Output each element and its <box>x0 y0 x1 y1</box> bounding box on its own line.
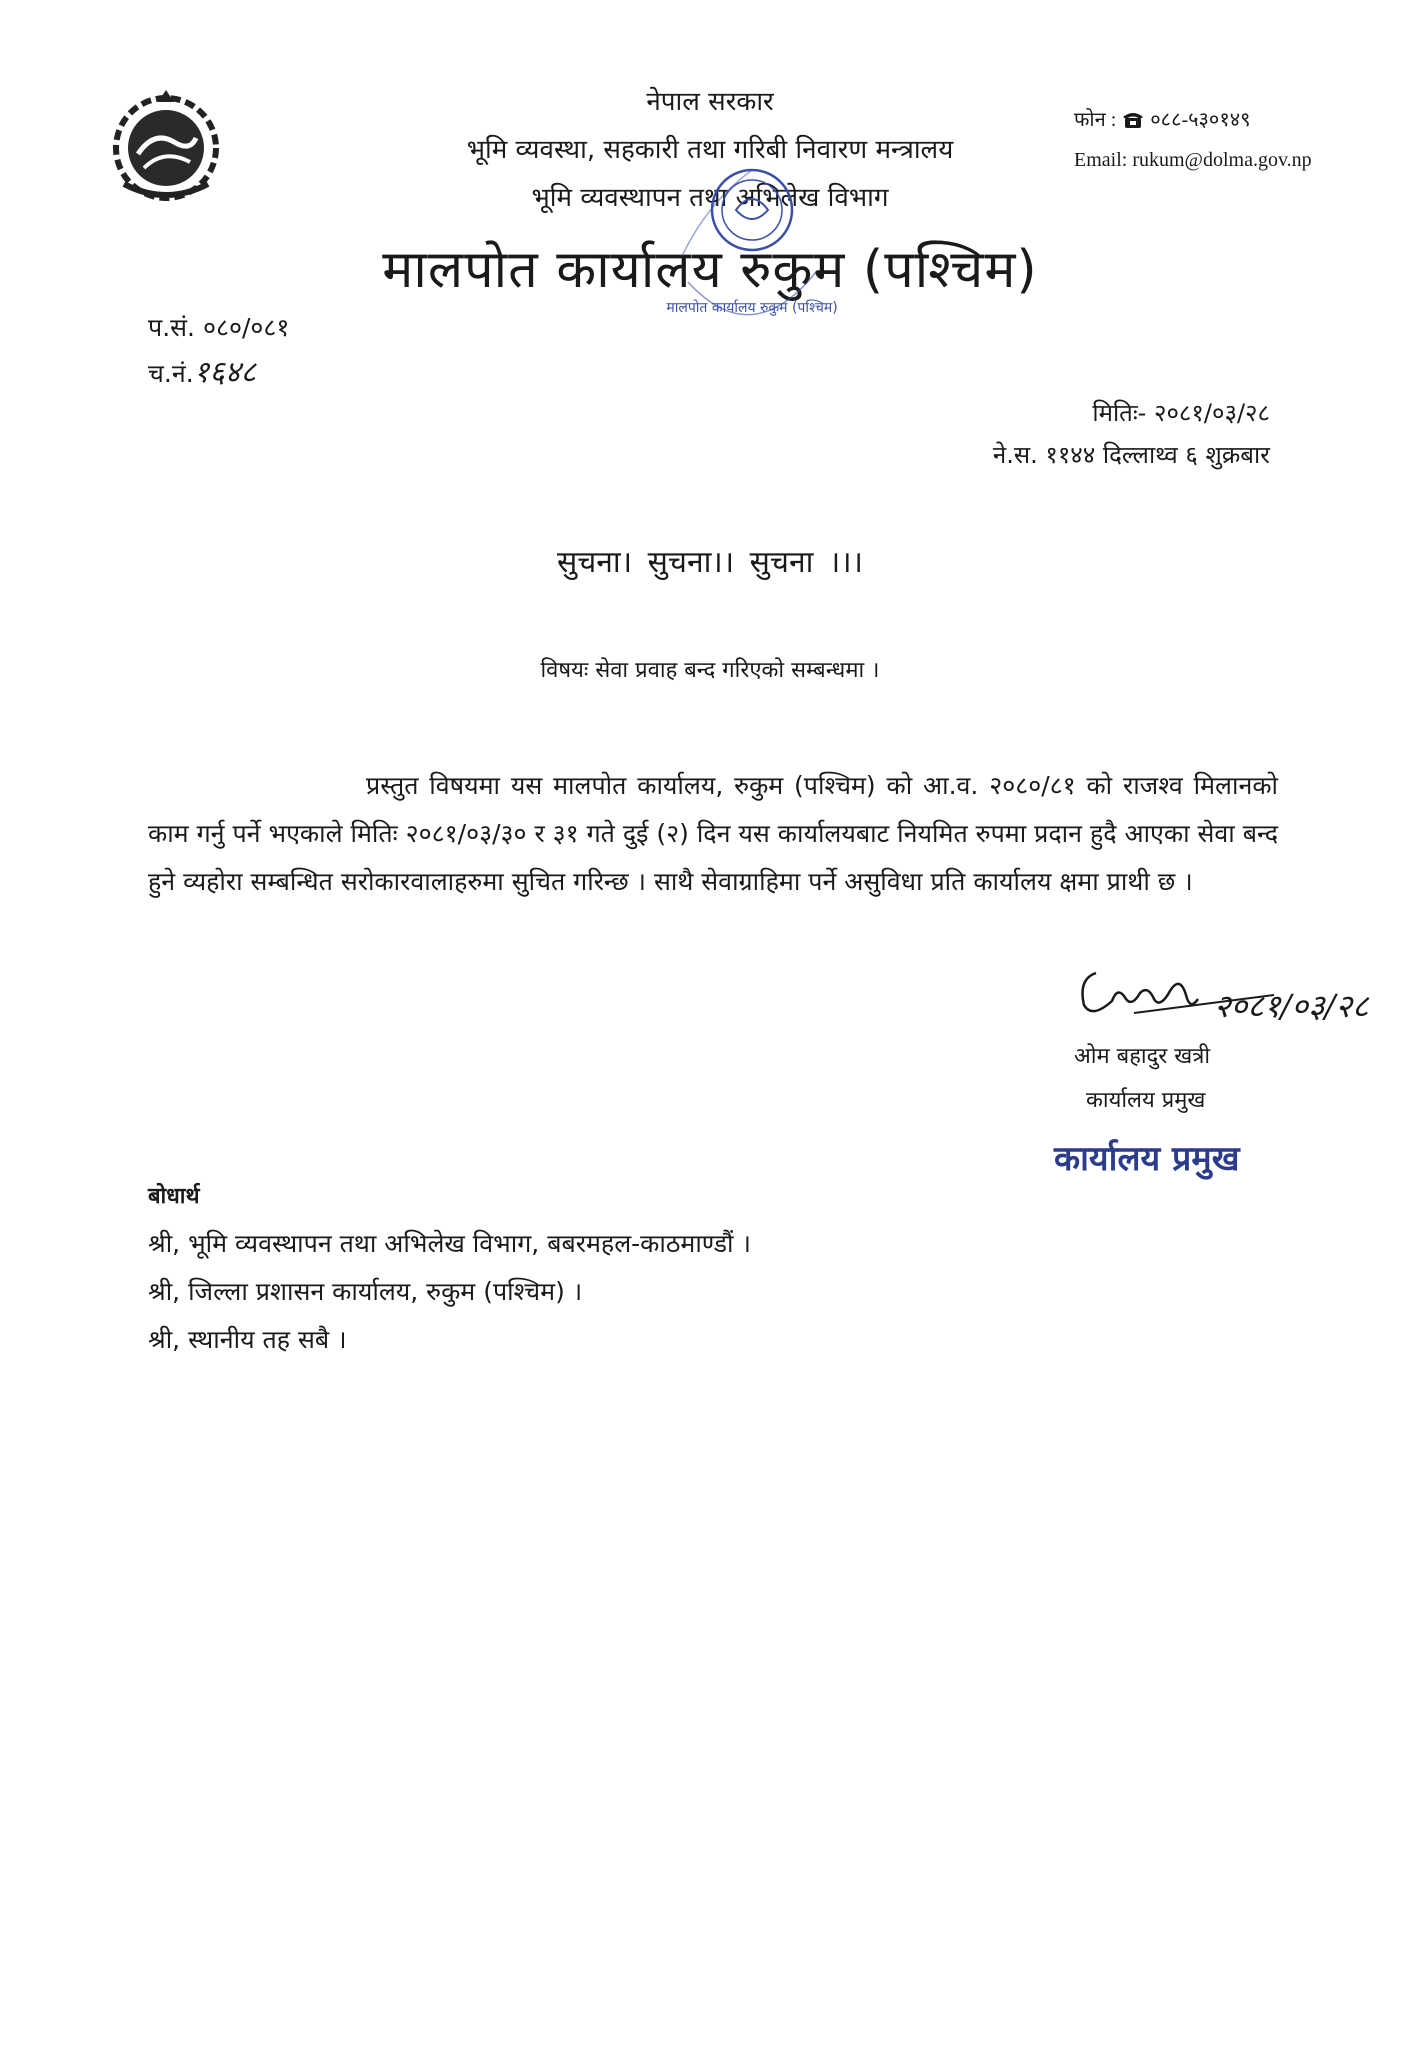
cc-item: श्री, स्थानीय तह सबै । <box>148 1325 347 1354</box>
phone-label: फोन : <box>1074 109 1117 131</box>
stamp-text: मालपोत कार्यालय रुकुम (पश्चिम) <box>666 300 838 316</box>
handwritten-signature <box>1074 955 1404 1035</box>
phone-number: ०८८-५३०१४९ <box>1150 109 1251 131</box>
date-bs: मितिः- २०८१/०३/२८ <box>1092 399 1270 427</box>
notice-body: प्रस्तुत विषयमा यस मालपोत कार्यालय, रुकुम (पश्चिम) को आ.व. २०८०/८१ को राजश्व मिलानको काम गर्नु पर्ने भएकाले मितिः २०८१/०३/३० र ३१ गते दुई (२) दिन यस कार्यालयबाट नियमित रुपमा प्रदान हुदै आएका सेवा बन्द हुने व्यहोरा सम्बन्धित सरोकारवालाहरुमा सुचित गरिन्छ । साथै सेवाग्राहिमा पर्ने असुविधा प्रति कार्यालय क्षमा प्राथी छ । <box>148 771 1278 896</box>
government-name: नेपाल सरकार <box>646 87 774 117</box>
email-address: Email: rukum@dolma.gov.np <box>1074 149 1312 171</box>
dispatch-label: च.नं. <box>148 359 194 388</box>
office-name: मालपोत कार्यालय रुकुम (पश्चिम) <box>382 240 1038 300</box>
office-head-stamp: कार्यालय प्रमुख <box>1054 1139 1240 1179</box>
dispatch-ref <box>148 350 256 391</box>
signature-date: २०८१/०३/२८ <box>1214 987 1369 1025</box>
ministry-name: भूमि व्यवस्था, सहकारी तथा गरिबी निवारण मन्त्रालय <box>466 135 954 165</box>
date-nepal-sambat: ने.स. ११४४ दिल्लाथ्व ६ शुक्रबार <box>992 441 1270 469</box>
cc-heading: बोधार्थ <box>148 1184 200 1209</box>
notice-subject: विषयः सेवा प्रवाह बन्द गरिएको सम्बन्धमा । <box>540 658 880 683</box>
telephone-icon <box>1122 111 1144 129</box>
notice-heading: सुचना। सुचना।। सुचना ।।। <box>556 545 864 580</box>
department-name: भूमि व्यवस्थापन तथा अभिलेख विभाग <box>531 183 889 213</box>
signer-title: कार्यालय प्रमुख <box>1086 1088 1206 1113</box>
signer-name: ओम बहादुर खत्री <box>1074 1044 1211 1069</box>
contact-block <box>1074 100 1312 180</box>
dispatch-number: १६४८ <box>193 355 257 390</box>
cc-item: श्री, जिल्ला प्रशासन कार्यालय, रुकुम (पश्चिम) । <box>148 1277 583 1306</box>
cc-item: श्री, भूमि व्यवस्थापन तथा अभिलेख विभाग, बबरमहल-काठमाण्डौं । <box>148 1229 751 1258</box>
fiscal-year-ref: प.सं. ०८०/०८१ <box>148 313 290 342</box>
office-stamp <box>666 162 838 352</box>
